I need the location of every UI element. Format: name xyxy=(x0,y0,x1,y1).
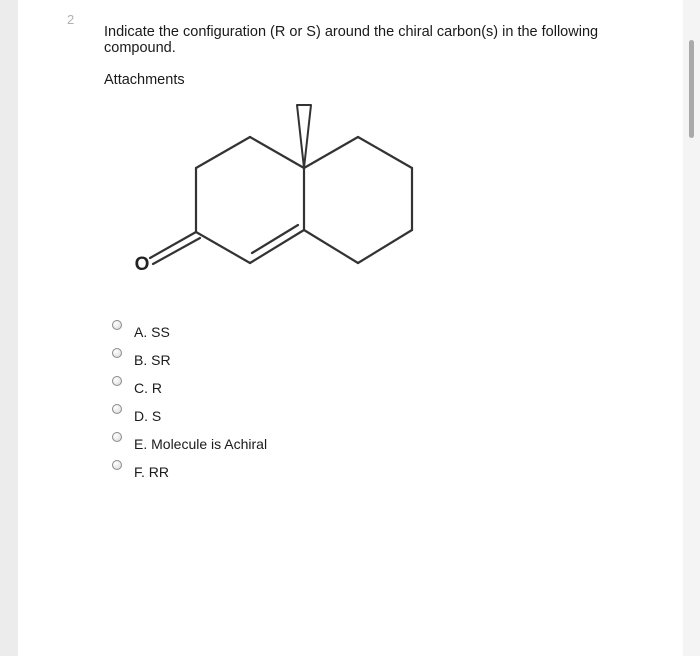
option-label[interactable]: A. SS xyxy=(134,324,170,340)
option-label[interactable]: F. RR xyxy=(134,464,169,480)
option-label[interactable]: D. S xyxy=(134,408,162,424)
bond-a xyxy=(196,137,250,168)
radio-button[interactable] xyxy=(112,320,122,330)
bond-j xyxy=(358,230,412,263)
bond-h xyxy=(358,137,412,168)
radio-button[interactable] xyxy=(112,432,122,442)
option-label[interactable]: E. Molecule is Achiral xyxy=(134,436,268,452)
bond-e xyxy=(196,232,250,263)
bond-b xyxy=(250,137,304,168)
vertical-scrollbar[interactable] xyxy=(683,0,700,656)
bond-g xyxy=(304,137,358,168)
bond-d xyxy=(250,230,304,263)
oxygen-atom-label: O xyxy=(134,254,150,275)
question-text: Indicate the configuration (R or S) around the chiral carbon(s) in the following compound. xyxy=(104,24,599,56)
option-label[interactable]: B. SR xyxy=(134,352,171,368)
molecule-structure xyxy=(120,96,440,286)
question-number: 2 xyxy=(67,12,75,27)
radio-button[interactable] xyxy=(112,460,122,470)
option-label[interactable]: C. R xyxy=(134,380,162,396)
scrollbar-thumb[interactable] xyxy=(689,40,694,138)
radio-button[interactable] xyxy=(112,376,122,386)
wedge-bond xyxy=(297,105,311,168)
attachments-label: Attachments xyxy=(104,72,185,88)
bond-k xyxy=(304,230,358,263)
radio-button[interactable] xyxy=(112,404,122,414)
radio-button[interactable] xyxy=(112,348,122,358)
